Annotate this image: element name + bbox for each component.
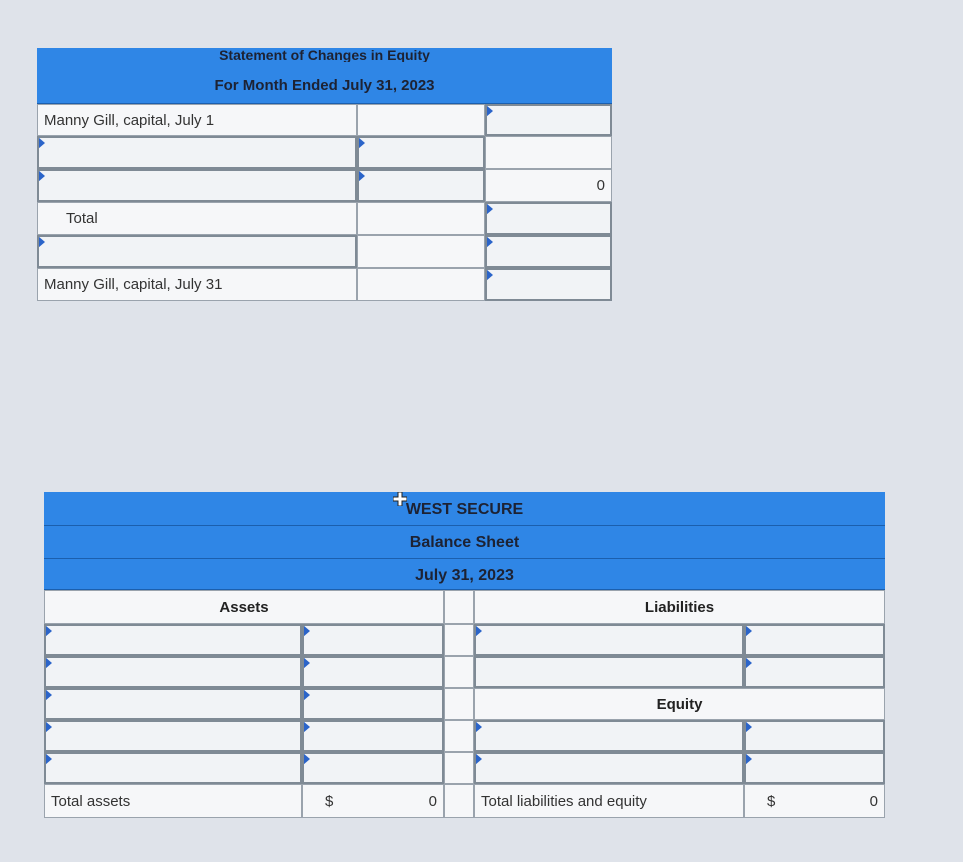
table-row [44,656,885,688]
spacer-cell [444,656,474,688]
spacer-cell [444,720,474,752]
input-marker-icon [486,269,493,281]
total-assets-label: Total assets [44,784,302,818]
equity-amount-input[interactable] [744,752,885,784]
asset-name-input[interactable] [44,656,302,688]
amount-input[interactable] [485,104,612,136]
asset-amount-input[interactable] [302,752,444,784]
input-marker-icon [475,625,482,637]
input-marker-icon [45,721,52,733]
balance-sheet-header [44,492,885,590]
table-row [37,104,612,136]
input-marker-icon [486,105,493,117]
asset-name-input[interactable] [44,720,302,752]
description-input[interactable] [37,235,357,268]
input-marker-icon [358,137,365,149]
table-row [37,169,612,202]
description-input[interactable] [37,169,357,202]
input-marker-icon [303,689,310,701]
table-row [37,202,612,235]
input-marker-icon [303,721,310,733]
input-marker-icon [45,657,52,669]
equity-statement-title: Statement of Changes in Equity [219,48,430,62]
total-assets-currency: $ [325,792,334,810]
equity-statement-subtitle: For Month Ended July 31, 2023 [214,77,435,94]
asset-name-input[interactable] [44,752,302,784]
spacer-cell [444,784,474,818]
input-marker-icon [745,721,752,733]
liability-name-input[interactable] [474,656,744,688]
asset-amount-input[interactable] [302,720,444,752]
amount-cell [357,268,485,301]
table-row [37,235,612,268]
asset-amount-input[interactable] [302,656,444,688]
input-marker-icon [38,170,45,182]
input-marker-icon [303,753,310,765]
input-marker-icon [745,625,752,637]
input-marker-icon [486,203,493,215]
table-row [44,720,885,752]
input-marker-icon [303,657,310,669]
total-assets-value: 0 [428,792,437,810]
balance-sheet-table [44,492,885,818]
amount-input[interactable] [485,202,612,235]
total-liabilities-equity-label: Total liabilities and equity [474,784,744,818]
table-row [44,688,885,720]
total-le-currency: $ [767,792,776,810]
equity-statement-header [37,48,612,104]
input-marker-icon [745,657,752,669]
input-marker-icon [745,753,752,765]
company-name: WEST SECURE [44,492,885,526]
table-row [44,752,885,784]
table-row [37,136,612,169]
equity-heading: Equity [474,688,885,720]
total-le-value: 0 [869,792,878,810]
subtotal-value: 0 [485,169,612,202]
balance-sheet-date: July 31, 2023 [415,567,514,584]
liability-name-input[interactable] [474,624,744,656]
asset-amount-input[interactable] [302,688,444,720]
row-label-capital-end: Manny Gill, capital, July 31 [37,268,357,301]
table-row [37,268,612,301]
amount-input[interactable] [485,235,612,268]
table-row [44,590,885,624]
equity-name-input[interactable] [474,720,744,752]
amount-input[interactable] [357,136,485,169]
liability-amount-input[interactable] [744,656,885,688]
amount-cell [357,104,485,136]
row-label-capital-start: Manny Gill, capital, July 1 [37,104,357,136]
equity-amount-input[interactable] [744,720,885,752]
spacer-cell [444,752,474,784]
amount-input[interactable] [357,169,485,202]
asset-name-input[interactable] [44,624,302,656]
input-marker-icon [358,170,365,182]
spacer-cell [444,624,474,656]
asset-amount-input[interactable] [302,624,444,656]
liability-amount-input[interactable] [744,624,885,656]
input-marker-icon [475,721,482,733]
input-marker-icon [475,753,482,765]
input-marker-icon [38,137,45,149]
input-marker-icon [486,236,493,248]
table-row [44,784,885,818]
row-label-total: Total [37,202,357,235]
total-assets-cell [302,784,444,818]
input-marker-icon [303,625,310,637]
input-marker-icon [45,625,52,637]
assets-heading: Assets [44,590,444,624]
spacer-cell [444,590,474,624]
amount-cell [357,235,485,268]
table-row [44,624,885,656]
input-marker-icon [45,689,52,701]
description-input[interactable] [37,136,357,169]
equity-name-input[interactable] [474,752,744,784]
asset-name-input[interactable] [44,688,302,720]
total-liabilities-equity-cell [744,784,885,818]
equity-statement-table [37,50,612,301]
amount-cell [357,202,485,235]
amount-input[interactable] [485,268,612,301]
spacer-cell [444,688,474,720]
liabilities-heading: Liabilities [474,590,885,624]
input-marker-icon [38,236,45,248]
balance-sheet-title: Balance Sheet [44,526,885,559]
move-cursor-icon [393,492,407,506]
input-marker-icon [45,753,52,765]
amount-cell [485,136,612,169]
